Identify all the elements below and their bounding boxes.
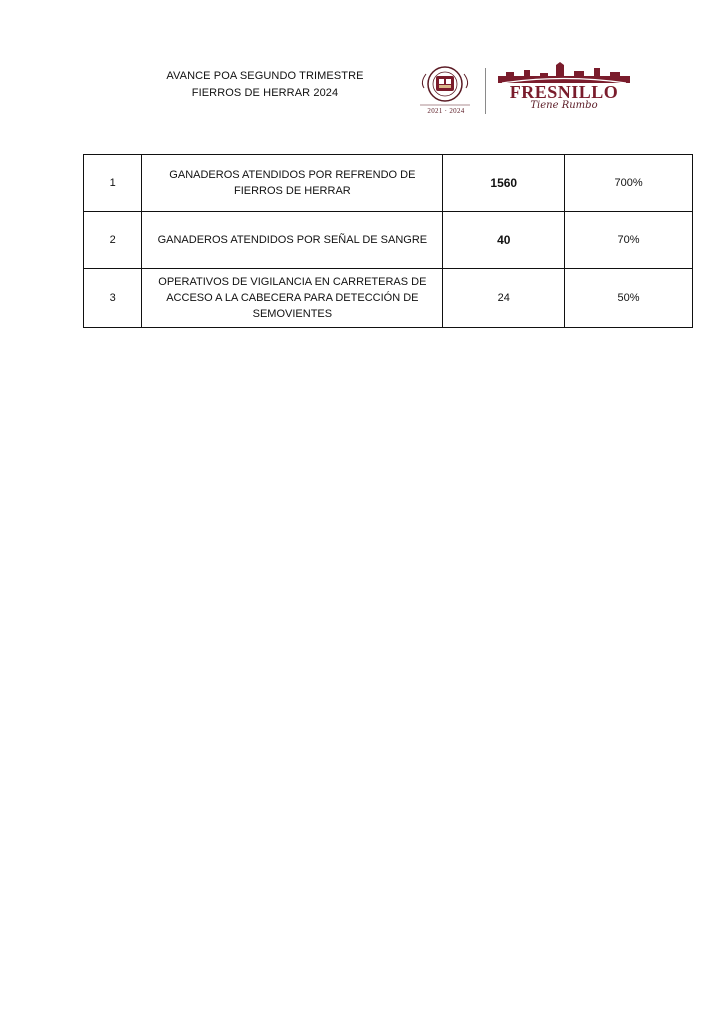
row-number: 1	[84, 155, 142, 212]
row-number: 2	[84, 212, 142, 269]
logo-divider	[485, 68, 486, 114]
document-header	[150, 68, 380, 102]
row-description: GANADEROS ATENDIDOS POR REFRENDO DE FIERROS DE HERRAR	[142, 155, 443, 212]
row-value: 40	[443, 212, 565, 269]
row-value: 24	[443, 269, 565, 328]
header-subtitle: FIERROS DE HERRAR 2024	[191, 87, 339, 99]
row-number: 3	[84, 269, 142, 328]
municipal-seal-logo	[414, 64, 476, 116]
city-tagline: Tiene Rumbo	[530, 100, 598, 111]
row-percent: 70%	[565, 212, 693, 269]
row-percent: 700%	[565, 155, 693, 212]
seal-years: 2021 · 2024	[427, 107, 465, 115]
row-value: 1560	[443, 155, 565, 212]
row-description: OPERATIVOS DE VIGILANCIA EN CARRETERAS DE ACCESO A LA CABECERA PARA DETECCIÓN DE SEMOVIENTES	[142, 269, 443, 328]
fresnillo-logo	[494, 62, 642, 120]
progress-table	[83, 154, 693, 328]
table-row	[84, 269, 693, 328]
city-skyline-icon	[494, 62, 634, 84]
header-title: AVANCE POA SEGUNDO TRIMESTRE	[166, 70, 364, 82]
logos-block	[412, 62, 642, 120]
row-description: GANADEROS ATENDIDOS POR SEÑAL DE SANGRE	[142, 212, 443, 269]
city-name: FRESNILLO	[509, 82, 619, 102]
row-percent: 50%	[565, 269, 693, 328]
table-row	[84, 155, 693, 212]
table-row	[84, 212, 693, 269]
